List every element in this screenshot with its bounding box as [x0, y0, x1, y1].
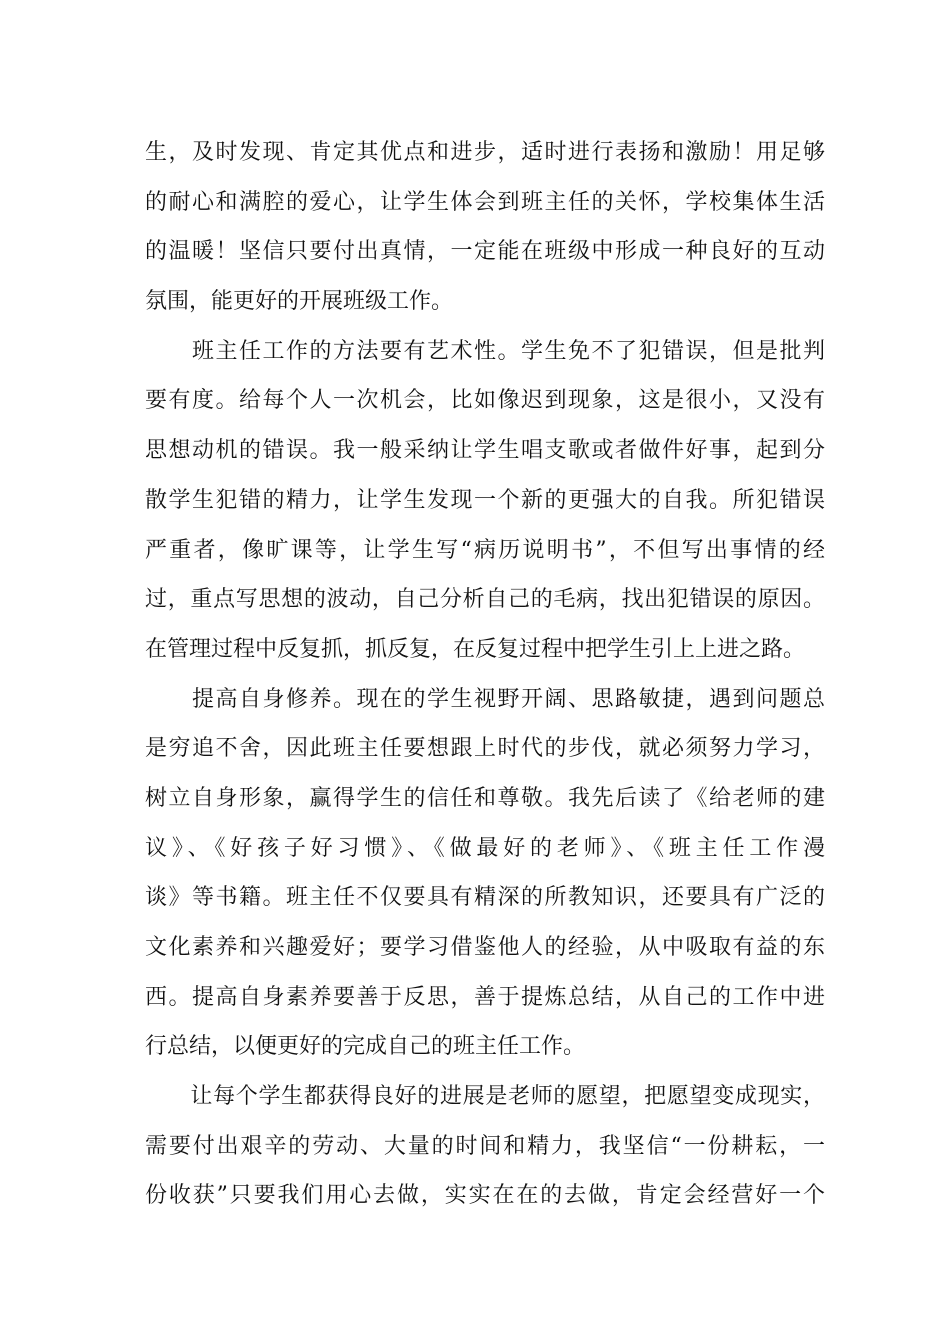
text-line: 氛围，能更好的开展班级工作。	[145, 289, 454, 315]
text-line: 班主任工作的方法要有艺术性。学生免不了犯错误，但是批判	[145, 338, 825, 364]
paragraph-1	[145, 128, 825, 327]
text-line: 是穷追不舍，因此班主任要想跟上时代的步伐，就必须努力学习，	[145, 736, 825, 762]
text-line: 让每个学生都获得良好的进展是老师的愿望，把愿望变成现实，	[145, 1084, 825, 1110]
text-line: 的耐心和满腔的爱心，让学生体会到班主任的关怀，学校集体生活	[145, 189, 825, 215]
text-line: 树立自身形象，赢得学生的信任和尊敬。我先后读了《给老师的建	[145, 785, 825, 811]
text-line: 议》、《好孩子好习惯》、《做最好的老师》、《班主任工作漫	[145, 835, 825, 861]
paragraph-4	[145, 1072, 825, 1221]
text-line: 要有度。给每个人一次机会，比如像迟到现象，这是很小，又没有	[145, 388, 825, 414]
paragraph-2	[145, 327, 825, 675]
paragraph-3	[145, 675, 825, 1073]
text-line: 谈》等书籍。班主任不仅要具有精深的所教知识，还要具有广泛的	[145, 885, 825, 911]
document-body	[145, 128, 825, 1221]
text-line: 提高自身修养。现在的学生视野开阔、思路敏捷，遇到问题总	[145, 686, 825, 712]
text-line: 思想动机的错误。我一般采纳让学生唱支歌或者做件好事，起到分	[145, 438, 825, 464]
text-line: 的温暖！坚信只要付出真情，一定能在班级中形成一种良好的互动	[145, 239, 825, 265]
text-line: 在管理过程中反复抓，抓反复，在反复过程中把学生引上上进之路。	[145, 636, 806, 662]
text-line: 需要付出艰辛的劳动、大量的时间和精力，我坚信“一份耕耘，一	[145, 1133, 825, 1159]
text-line: 生，及时发现、肯定其优点和进步，适时进行表扬和激励！用足够	[145, 140, 825, 165]
text-line: 散学生犯错的精力，让学生发现一个新的更强大的自我。所犯错误	[145, 487, 825, 513]
text-line: 文化素养和兴趣爱好；要学习借鉴他人的经验，从中吸取有益的东	[145, 935, 825, 960]
text-line: 过，重点写思想的波动，自己分析自己的毛病，找出犯错误的原因。	[145, 587, 825, 613]
text-line: 严重者，像旷课等，让学生写“病历说明书”，不但写出事情的经	[145, 537, 825, 563]
text-line: 西。提高自身素养要善于反思，善于提炼总结，从自己的工作中进	[145, 984, 825, 1010]
text-line: 行总结，以便更好的完成自己的班主任工作。	[145, 1034, 586, 1060]
text-line: 份收获”只要我们用心去做，实实在在的去做，肯定会经营好一个	[145, 1183, 825, 1209]
